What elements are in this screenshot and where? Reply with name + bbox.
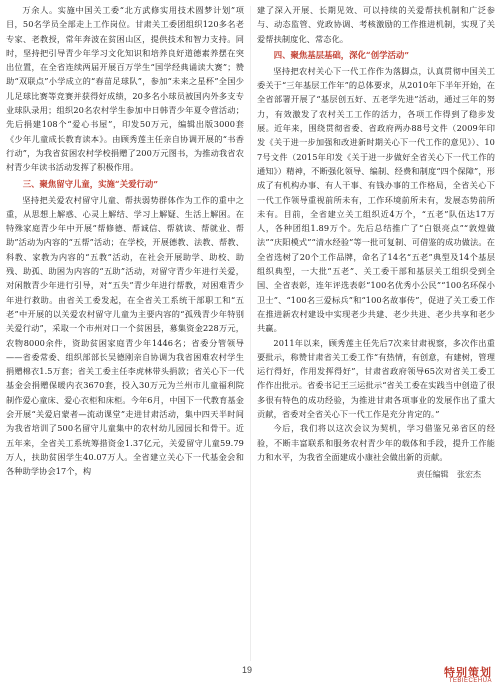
body-paragraph-continued: 建了深入开展、长期见效、可以持续的关爱帮扶机制和广泛参与、动态监管、党政协调、考核激励的工作推进机制，实现了关爱帮扶制度化、常态化。 — [257, 5, 495, 44]
body-paragraph: 坚持把关爱农村留守儿童、帮扶弱势群体作为工作的重中之重，从思想上解惑、心灵上解结、学习上解疑、生活上解困。在特殊家庭青少年中开展“帮修德、帮诚信、帮就读、帮就业、帮助”活动为内容的“五帮”活动；在学校，开展德教、法教、帮教、科教、家教为内容的“五教”活动，在社会开展助学、助校、助残、助孤、助困为内容的“五助”活动，对留守青少年进行关爱，对闲散青少年进行引导，对“五失”青少年进行帮教，对困难青少年进行救助。由省关工委发起，在全省关工系统干部职工和“五老”中开展的以关爱农村留守儿童为主要内容的“孤残青少年特别关爱行动”，采取一个市州对口一个贫困县，募集资金228万元，农物8000余件，资助贫困家庭青少年1446名；省委分管领导——省委常委、组织部部长吴德刚亲自协调为我省困难农村学生捐赠棉衣1.5万套；省关工委主任李虎林带头捐款；省关心下一代基金会捐赠保暖内衣3670套，投入30万元为兰州市儿童福利院制作爱心童床、爱心衣柜和床柜。今年6月，中国下一代教育基金会开展“关爱启蒙者—流动课堂”走进甘肃活动，集中四天半时间为我省培训了500名留守儿童集中的农村幼儿园园长和骨干。近五年来，全省关工系统筹措资金1.37亿元，关爱留守儿童59.79万人，扶助贫困学生40.07万人。全省建立关心下一代基金会和各种助学协会17个，构 — [6, 194, 244, 477]
responsible-editor: 责任编辑 张宏杰 — [416, 470, 481, 480]
section-heading-3: 三、聚焦留守儿童，实施“关爱行动” — [22, 178, 159, 189]
right-column — [257, 3, 495, 480]
body-paragraph: 今后，我们将以这次会议为契机，学习借鉴兄弟省区的经验，不断丰富联系和服务农村青少年的载体和手段，提升工作能力和水平，为我省全面建成小康社会做出新的贡献。 — [257, 423, 495, 462]
body-paragraph: 万余人。实施中国关工委“北方武修实用技术圆梦计划”项目，50名学员全部走上工作岗位。甘肃关工委团组织120多名老专家、老教授，常年奔波在贫困山区，提供技术和智力支持。同时，坚持把引导青少年学习文化知识和培养良好道德素养摆在突出位置，在全省连续两届开展百万学生“国学经典诵读大赛”；赞助“双联点”小学成立的“春苗足球队”，参加“未来之星杯”全国少儿足球比赛等竞赛并获得好成绩，20多名小球员被国内外多支专业球队录用；组织20名农村学生参加中日韩青少年夏令营活动；先后捐建108个“爱心书屋”，印发50万元，编辑出版3000套《少年儿童成长教育读本》。由顾秀莲主任亲自协调开展的“书香行动”，为我省贫困农村学校捐赠了200万元图书，为推动我省农村青少年读书活动发挥了积极作用。 — [6, 5, 244, 173]
left-column — [6, 3, 244, 479]
column-divider — [250, 6, 251, 661]
page-number: 19 — [242, 665, 253, 675]
section-heading-4: 四、聚焦基层基础，深化“创学活动” — [273, 49, 410, 60]
section-brand-pinyin: TEBIECEHUA — [448, 678, 492, 684]
body-paragraph: 2011年以来，顾秀莲主任先后7次来甘肃视察，多次作出重要批示，称赞甘肃省关工委工作“有热情，有创意，有建树，管理运行得好，作用发挥得好”，甘肃省政府领导65次对省关工委工作作出批示。省委书记王三运批示“省关工委在实践当中创造了很多很有特色的成功经验，为推进甘肃各项事业的发展作出了重大贡献，省委对全省关心下一代工作是充分肯定的。” — [257, 337, 495, 420]
body-paragraph: 坚持把农村关心下一代工作作为落脚点，认真贯彻中国关工委关于“三年基层工作年”的总体要求，从2010年下半年开始，在全省部署开展了“基层创五好、五老学先进”活动，通过三年的努力，有效激发了农村关工工作的活力，各项工作得到了稳步发展。近年来，围绕贯彻省委、省政府两办88号文件（2009年印发《关于进一步加强和改进新时期关心下一代工作的意见》）、107号文件（2015年印发《关于进一步做好全省关心下一代工作的通知》）精神，不断强化领导、编制、经费和制度“四个保障”，形成了有机构办事、有人干事、有钱办事的工作格局，全省关心下一代工作领导重视前所未有，工作环境前所未有，发展态势前所未有。目前，全省建立关工组织近4万个，“五老”队伍达17万人，各种团组1.89万个。先后总结推广了“白银亮点”“敦煌做法”“庆阳模式”“清水经验”等一批可复制、可借鉴的成功做法。在全省选树了20个工作品牌，命名了14名“五老”典型及14个基层组织典型，一大批“五老”、关工委干部和基层关工组织受到全国、全省表彰，连年评选表彰“100名优秀小公民”“100名环保小卫士”、“100名三爱标兵”和“100名故事传”，促进了关工委工作在推进新农村建设中实现老少共建、老少共进、老少共享和老少共赢。 — [257, 65, 495, 334]
section-brand: 特别策划 — [444, 666, 492, 679]
